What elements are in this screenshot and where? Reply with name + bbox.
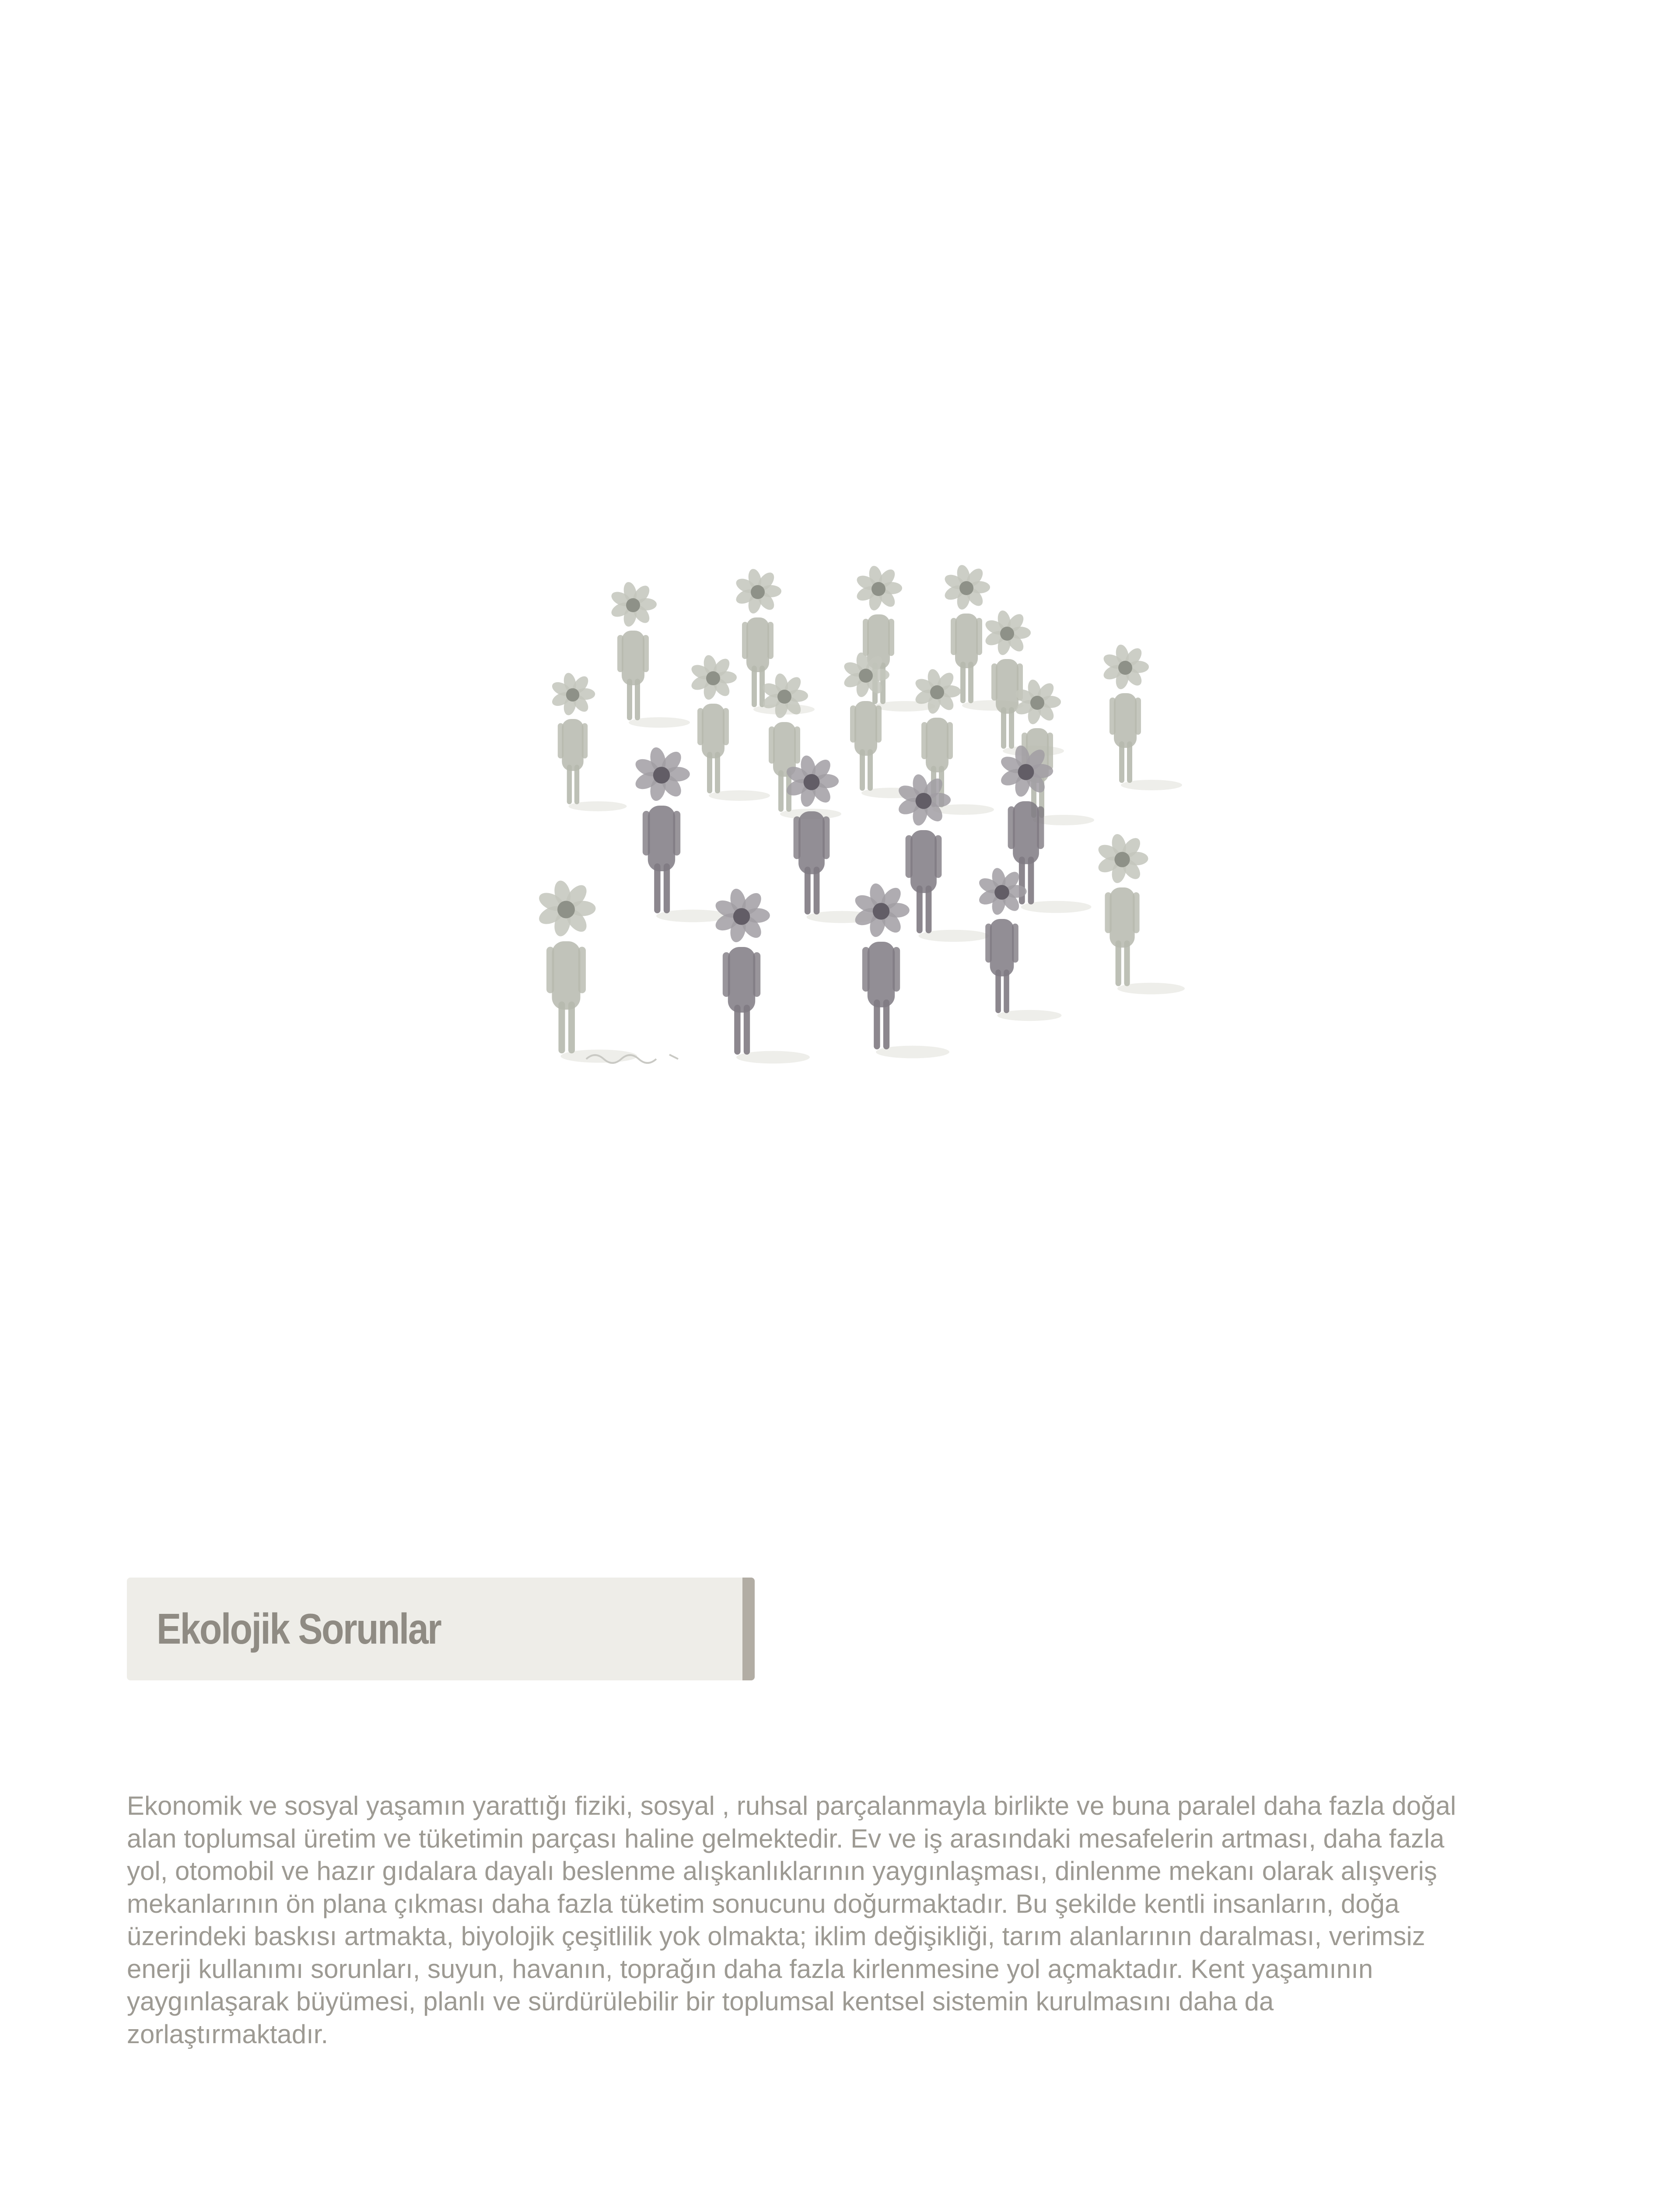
body-line: yol, otomobil ve hazır gıdalara dayalı beslenme alışkanlıklarının yaygınlaşması, dinlenme mekanı olarak alışveriş [127,1856,1437,1886]
section-header [127,1578,755,1680]
body-line: mekanlarının ön plana çıkması daha fazla tüketim sonucunu doğurmaktadır. Bu şekilde kentli insanların, doğa [127,1889,1400,1918]
flower-figure [536,879,637,1063]
body-paragraph [127,1790,1588,2051]
flower-figure [550,672,626,811]
body-line: enerji kullanımı sorunları, suyun, havanın, toprağın daha fazla kirlenmesine yol açmaktadır. Kent yaşamının [127,1954,1373,1984]
flower-figure [689,654,770,801]
body-line: alan toplumsal üretim ve tüketimin parçası haline gelmektedir. Ev ve iş arasındaki mesafelerin artması, daha fazla [127,1823,1445,1853]
section-title: Ekolojik Sorunlar [157,1605,441,1653]
body-line: yaygınlaşarak büyümesi, planlı ve sürdürülebilir bir toplumsal kentsel sistemin kurulmasını daha da [127,1987,1274,2016]
flower-figure [852,882,949,1058]
flower-figure [713,887,810,1063]
flower-figure [842,651,923,798]
flower-people-illustration [280,368,1418,1453]
body-line: Ekonomik ve sosyal yaşamın yarattığı fiziki, sosyal , ruhsal parçalanmayla birlikte ve buna paralel daha fazla doğal [127,1791,1456,1820]
watercolor-drawing [280,368,1418,1453]
flower-figure [1101,643,1182,790]
body-line: üzerindeki baskısı artmakta, biyolojik çeşitlilik yok olmakta; iklim değişikliği, tarım alanlarının daralması, verimsiz [127,1922,1425,1951]
flower-figure [896,773,989,942]
body-line: zorlaştırmaktadır. [127,2019,329,2049]
flower-figure [977,866,1062,1021]
flower-figure [1096,833,1185,994]
flower-figure [609,581,690,728]
